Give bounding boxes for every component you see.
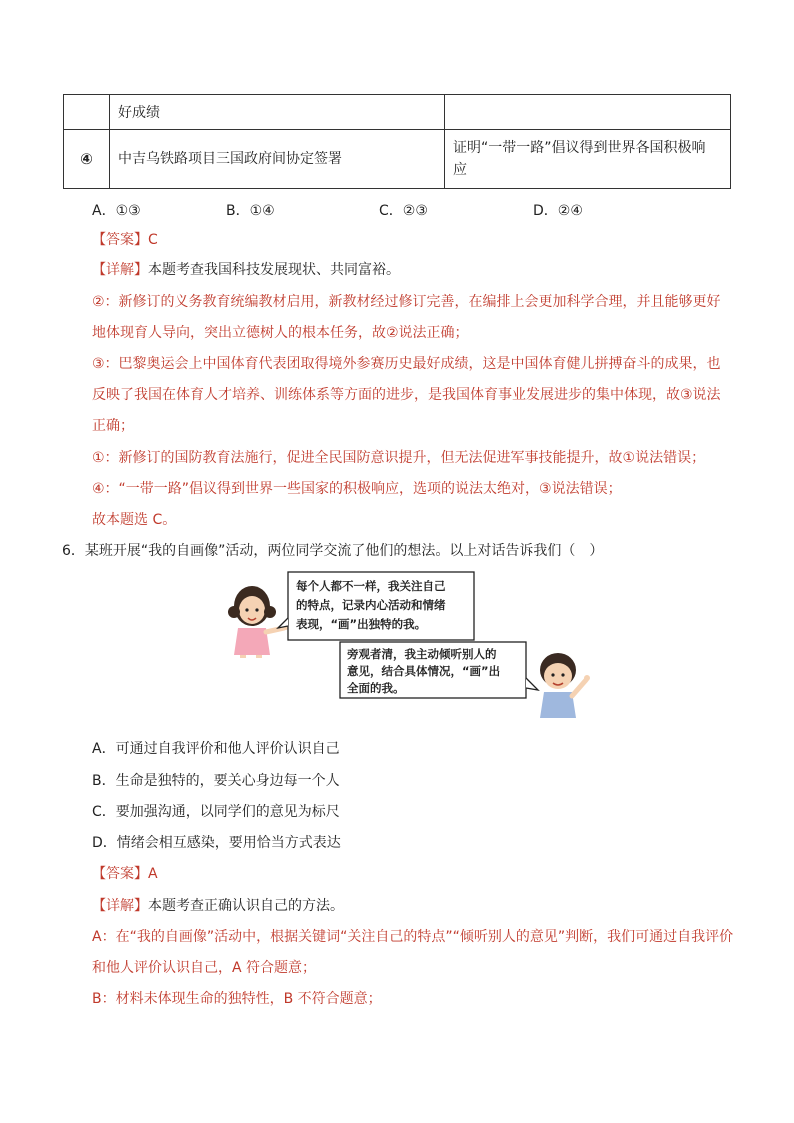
q5-detail-line: 地体现育人导向，突出立德树人的根本任务，故②说法正确； xyxy=(92,325,469,341)
q6-detail-line: B：材料未体现生命的独特性，B 不符合题意； xyxy=(92,991,382,1007)
q5-option-a: A．①③ xyxy=(92,203,141,219)
table-cell-number: ④ xyxy=(64,130,110,189)
q5-detail-line: 正确； xyxy=(92,418,134,434)
bubble1-line: 表现，“画”出独特的我。 xyxy=(296,617,427,631)
table-cell-event: 好成绩 xyxy=(110,95,445,130)
q5-option-d: D．②④ xyxy=(533,203,583,219)
q6-option-c: C．要加强沟通，以同学们的意见为标尺 xyxy=(92,804,340,820)
answer-value: A xyxy=(148,866,158,882)
q5-detail xyxy=(92,260,400,280)
dialogue-illustration xyxy=(226,570,596,720)
q5-option-c: C．②③ xyxy=(379,203,428,219)
q6-answer xyxy=(92,864,158,884)
q5-answer xyxy=(92,230,158,250)
speech-bubble-girl xyxy=(278,572,474,640)
q5-detail-line: ④：“一带一路”倡议得到世界一些国家的积极响应，选项的说法太绝对，③说法错误； xyxy=(92,481,622,497)
q5-option-b: B．①④ xyxy=(226,203,275,219)
q5-detail-line: ①：新修订的国防教育法施行，促进全民国防意识提升，但无法促进军事技能提升，故①说法错误； xyxy=(92,450,706,466)
table-row xyxy=(64,130,731,189)
detail-text: 本题考查我国科技发展现状、共同富裕。 xyxy=(148,262,400,278)
q5-detail-line: ②：新修订的义务教育统编教材启用，新教材经过修订完善，在编排上会更加科学合理，并且能够更好 xyxy=(92,294,721,310)
q5-detail-line: 故本题选 C。 xyxy=(92,512,177,528)
speech-bubble-boy xyxy=(340,642,538,698)
bubble2-line: 旁观者清，我主动倾听别人的 xyxy=(347,647,497,661)
q6-option-b: B．生命是独特的，要关心身边每一个人 xyxy=(92,773,340,789)
q6-option-a: A．可通过自我评价和他人评价认识自己 xyxy=(92,741,340,757)
table-row xyxy=(64,95,731,130)
girl-illustration xyxy=(228,586,289,658)
answer-label: 【答案】 xyxy=(92,232,148,248)
table-cell-meaning xyxy=(445,95,731,130)
table-cell-event: 中吉乌铁路项目三国政府间协定签署 xyxy=(110,130,445,189)
q6-detail xyxy=(92,896,344,916)
q6-detail-line: A：在“我的自画像”活动中，根据关键词“关注自己的特点”“倾听别人的意见”判断，我们可通过自我评价 xyxy=(92,929,734,945)
q5-detail-line: ③：巴黎奥运会上中国体育代表团取得境外参赛历史最好成绩，这是中国体育健儿拼搏奋斗的成果，也 xyxy=(92,356,721,372)
bubble1-line: 的特点，记录内心活动和情绪 xyxy=(296,598,446,612)
detail-label: 【详解】 xyxy=(92,898,148,914)
answer-label: 【答案】 xyxy=(92,866,148,882)
q6-detail-line: 和他人评价认识自己，A 符合题意； xyxy=(92,960,317,976)
bubble2-line: 意见，结合具体情况，“画”出 xyxy=(347,664,501,678)
detail-text: 本题考查正确认识自己的方法。 xyxy=(148,898,344,914)
meaning-line: 证明“一带一路”倡议得到世界各国积极响 xyxy=(453,140,706,156)
table-cell-meaning xyxy=(445,130,731,189)
q6-option-d: D．情绪会相互感染，要用恰当方式表达 xyxy=(92,835,341,851)
bubble2-line: 全面的我。 xyxy=(347,681,405,695)
boy-illustration xyxy=(540,653,590,718)
meaning-line: 应 xyxy=(453,162,467,178)
events-table xyxy=(63,94,731,189)
q6-stem: 6．某班开展“我的自画像”活动，两位同学交流了他们的想法。以上对话告诉我们（ ） xyxy=(62,543,604,559)
detail-label: 【详解】 xyxy=(92,262,148,278)
answer-value: C xyxy=(148,232,158,248)
bubble1-line: 每个人都不一样，我关注自己 xyxy=(296,579,446,593)
q5-detail-line: 反映了我国在体育人才培养、训练体系等方面的进步，是我国体育事业发展进步的集中体现，故③说法 xyxy=(92,387,721,403)
table-cell-number xyxy=(64,95,110,130)
